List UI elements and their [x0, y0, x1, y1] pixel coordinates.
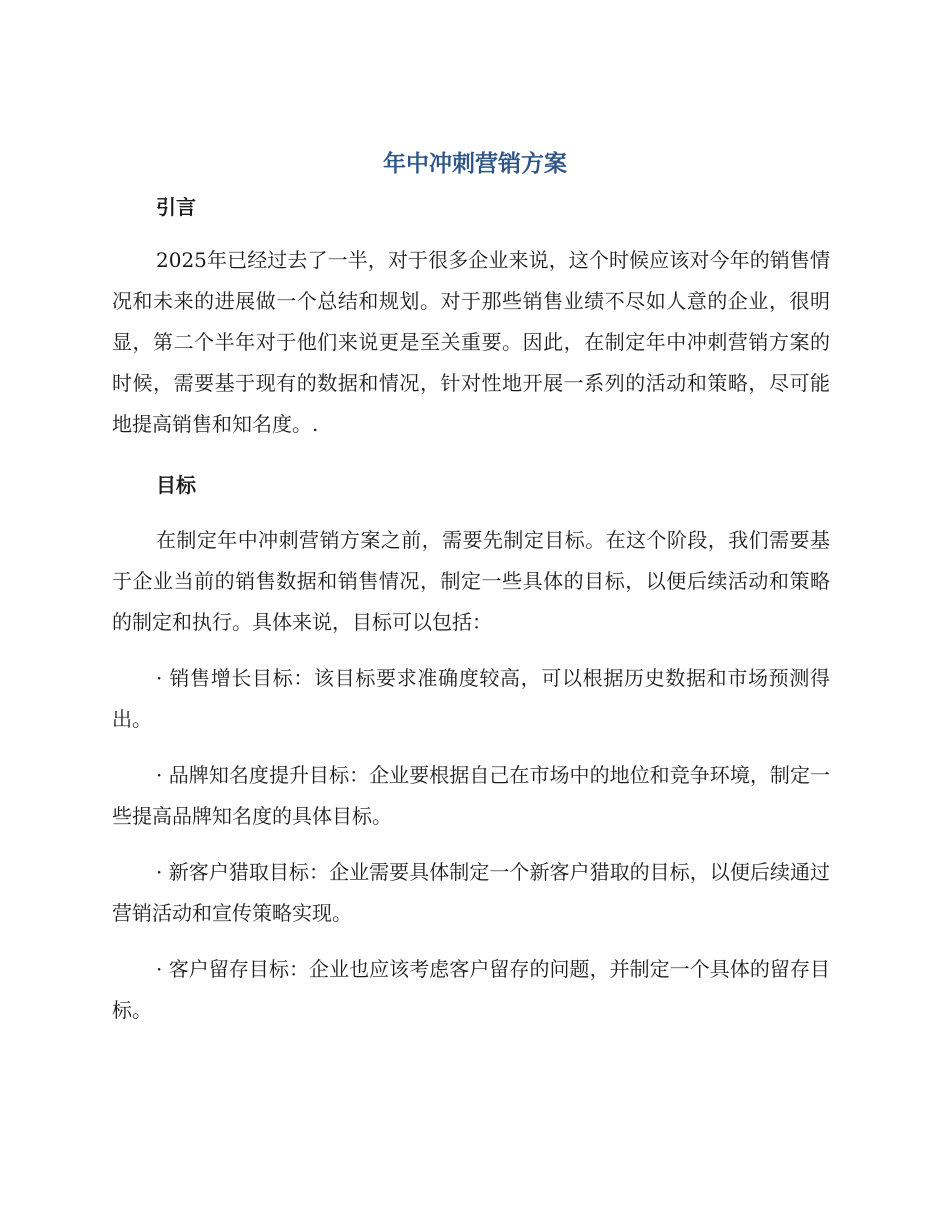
goal-item-brand-awareness: · 品牌知名度提升目标：企业要根据自己在市场中的地位和竞争环境，制定一些提高品牌知名度的具体目标。	[112, 763, 830, 828]
intro-paragraph: 2025年已经过去了一半，对于很多企业来说，这个时候应该对今年的销售情况和未来的进展做一个总结和规划。对于那些销售业绩不尽如人意的企业，很明显，第二个半年对于他们来说更是至关重要。因此，在制定年中冲刺营销方案的时候，需要基于现有的数据和情况，针对性地开展一系列的活动和策略，尽可能地提高销售和知名度。.	[112, 248, 830, 436]
goal-item-sales-growth: · 销售增长目标：该目标要求准确度较高，可以根据历史数据和市场预测得出。	[112, 666, 830, 731]
document-title: 年中冲刺营销方案	[383, 151, 567, 177]
section-heading-goals: 目标	[156, 473, 196, 497]
section-heading-intro: 引言	[156, 195, 196, 219]
goal-item-new-customers: · 新客户猎取目标：企业需要具体制定一个新客户猎取的目标，以便后续通过营销活动和宣传策略实现。	[112, 860, 830, 925]
goal-item-customer-retention: · 客户留存目标：企业也应该考虑客户留存的问题，并制定一个具体的留存目标。	[112, 957, 830, 1022]
goals-intro-paragraph: 在制定年中冲刺营销方案之前，需要先制定目标。在这个阶段，我们需要基于企业当前的销售数据和销售情况，制定一些具体的目标，以便后续活动和策略的制定和执行。具体来说，目标可以包括：	[112, 528, 830, 634]
